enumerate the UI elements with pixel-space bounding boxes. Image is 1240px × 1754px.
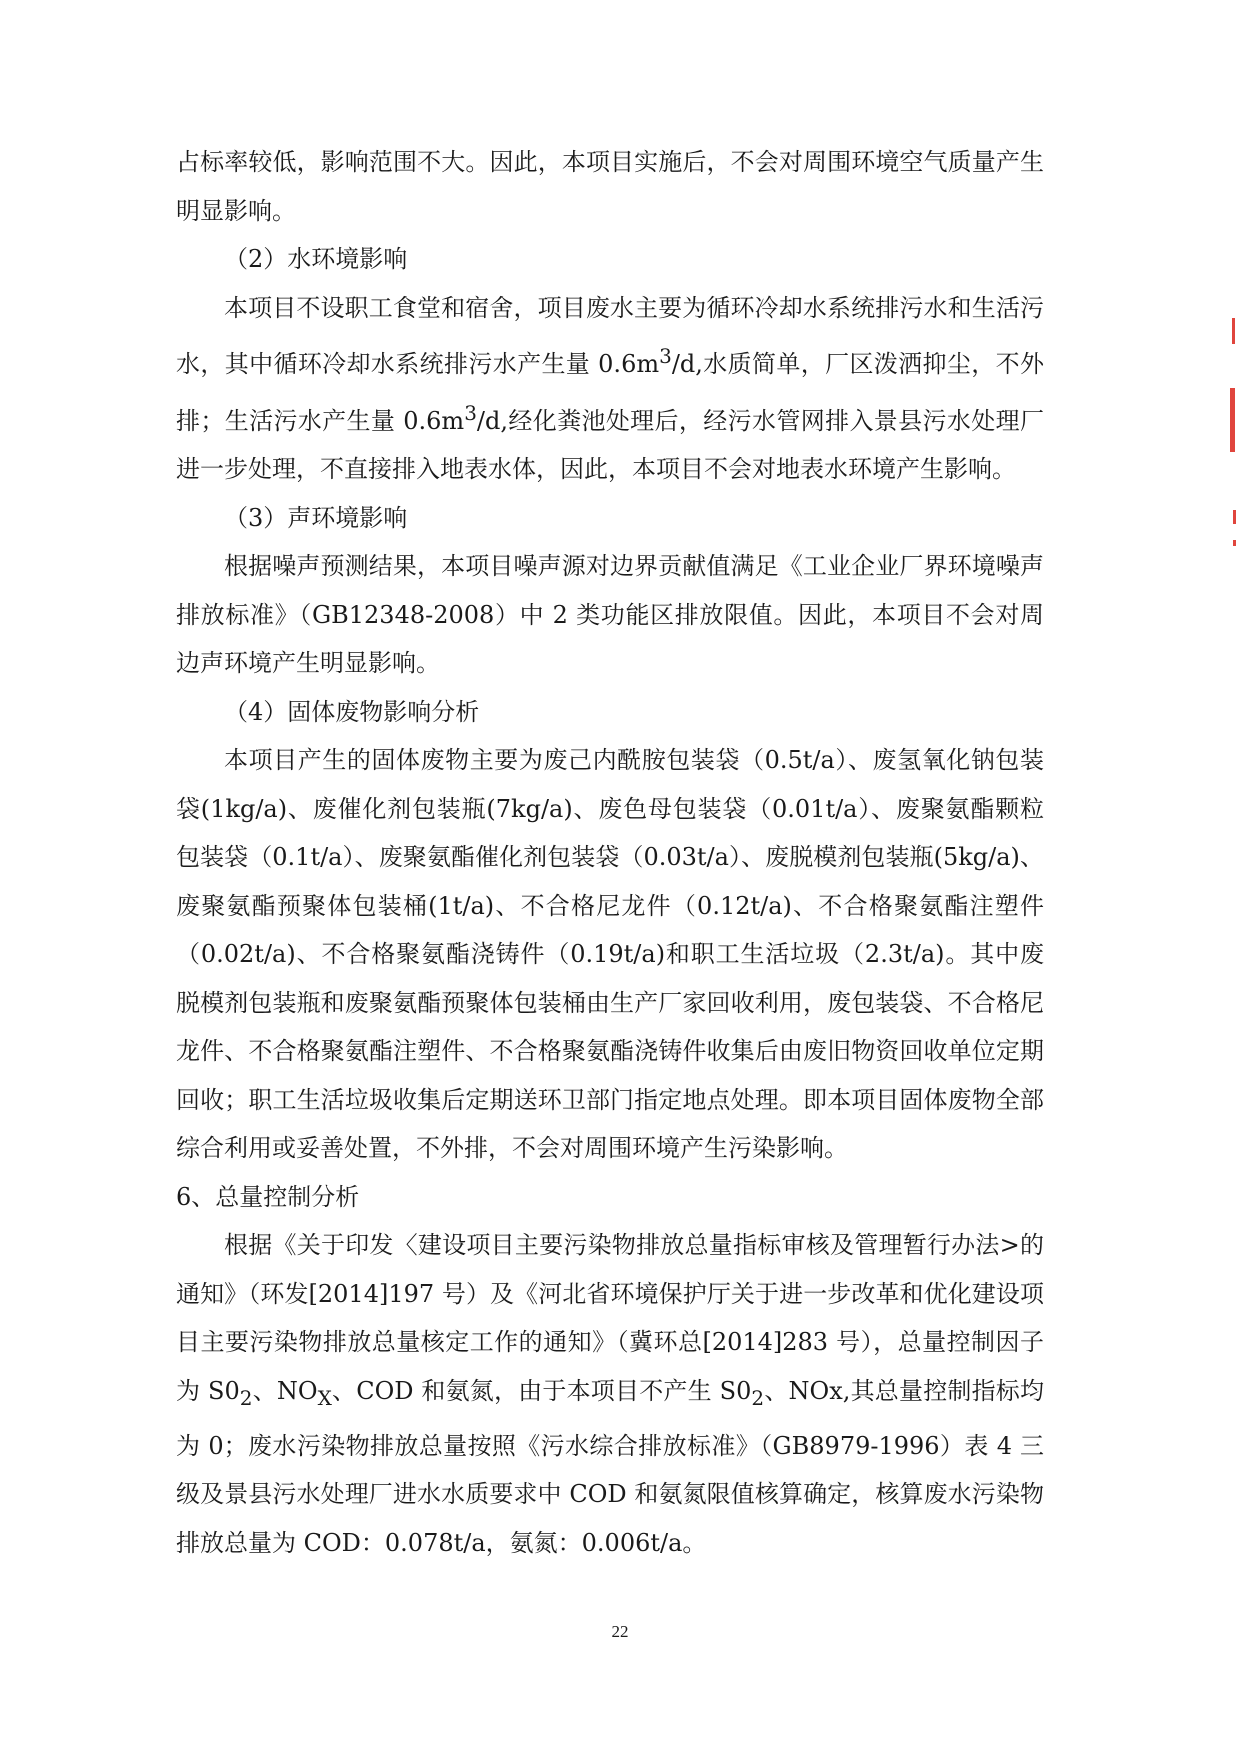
heading-solid-waste: （4）固体废物影响分析 (224, 697, 480, 726)
heading-water-impact: （2）水环境影响 (224, 245, 408, 273)
edge-stamp-mark (1230, 388, 1235, 452)
total-control-paragraph: 根据《关于印发〈建设项目主要污染物排放总量指标审核及管理暂行办法>的通知》（环发[2014]197 号）及《河北省环境保护厅关于进一步改革和优化建设项目主要污染物排放总量核定工作的通知》（冀环总[2014]283 号），总量控制因子为 $S0_2$、$NO_X$、COD 和氨氮，由于本项目不产生 $S0_2$、NOx,其总量控制指标均为 0；废水污染物排放总量按照《污水综合排放标准》（GB8979-1996）表 4 三级及景县污水处理厂进水水质要求中 COD 和氨氮限值核算确定，核算废水污染物排放总量为 COD：0.078t/a，氨氮：0.006t/a。 (176, 1231, 1045, 1557)
edge-stamp-mark (1233, 510, 1236, 524)
heading-noise-impact: （3）声环境影响 (224, 503, 408, 532)
page-number: 22 (611, 1622, 629, 1641)
air-impact-conclusion: 占标率较低，影响范围不大。因此，本项目实施后，不会对周围环境空气质量产生明显影响。 (176, 148, 1044, 225)
solid-waste-paragraph: 本项目产生的固体废物主要为废己内酰胺包装袋（0.5t/a）、废氢氧化钠包装袋(1kg/a)、废催化剂包装瓶(7kg/a)、废色母包装袋（0.01t/a）、废聚氨酯颗粒包装袋（0.1t/a）、废聚氨酯催化剂包装袋（0.03t/a）、废脱模剂包装瓶(5kg/a)、废聚氨酯预聚体包装桶(1t/a)、不合格尼龙件（0.12t/a)、不合格聚氨酯注塑件（0.02t/a)、不合格聚氨酯浇铸件（0.19t/a)和职工生活垃圾（2.3t/a)。其中废脱模剂包装瓶和废聚氨酯预聚体包装桶由生产厂家回收利用，废包装袋、不合格尼龙件、不合格聚氨酯注塑件、不合格聚氨酯浇铸件收集后由废旧物资回收单位定期回收；职工生活垃圾收集后定期送环卫部门指定地点处理。即本项目固体废物全部综合利用或妥善处置，不外排，不会对周围环境产生污染影响。 (176, 746, 1044, 1162)
noise-impact-paragraph: 根据噪声预测结果，本项目噪声源对边界贡献值满足《工业企业厂界环境噪声排放标准》（GB12348-2008）中 2 类功能区排放限值。因此，本项目不会对周边声环境产生明显影响。 (176, 552, 1044, 677)
heading-total-control: 6、总量控制分析 (176, 1182, 360, 1211)
water-impact-paragraph: 本项目不设职工食堂和宿舍，项目废水主要为循环冷却水系统排污水和生活污水，其中循环冷却水系统排污水产生量 $0.6m^3/d$,水质简单，厂区泼洒抑尘，不外排；生活污水产生量 $0.6m^3/d$,经化粪池处理后，经污水管网排入景县污水处理厂进一步处理，不直接排入地表水体，因此，本项目不会对地表水环境产生影响。 (176, 293, 1044, 483)
edge-stamp-mark (1233, 540, 1236, 546)
body-text (176, 138, 1044, 1567)
edge-stamp-mark (1232, 318, 1235, 344)
